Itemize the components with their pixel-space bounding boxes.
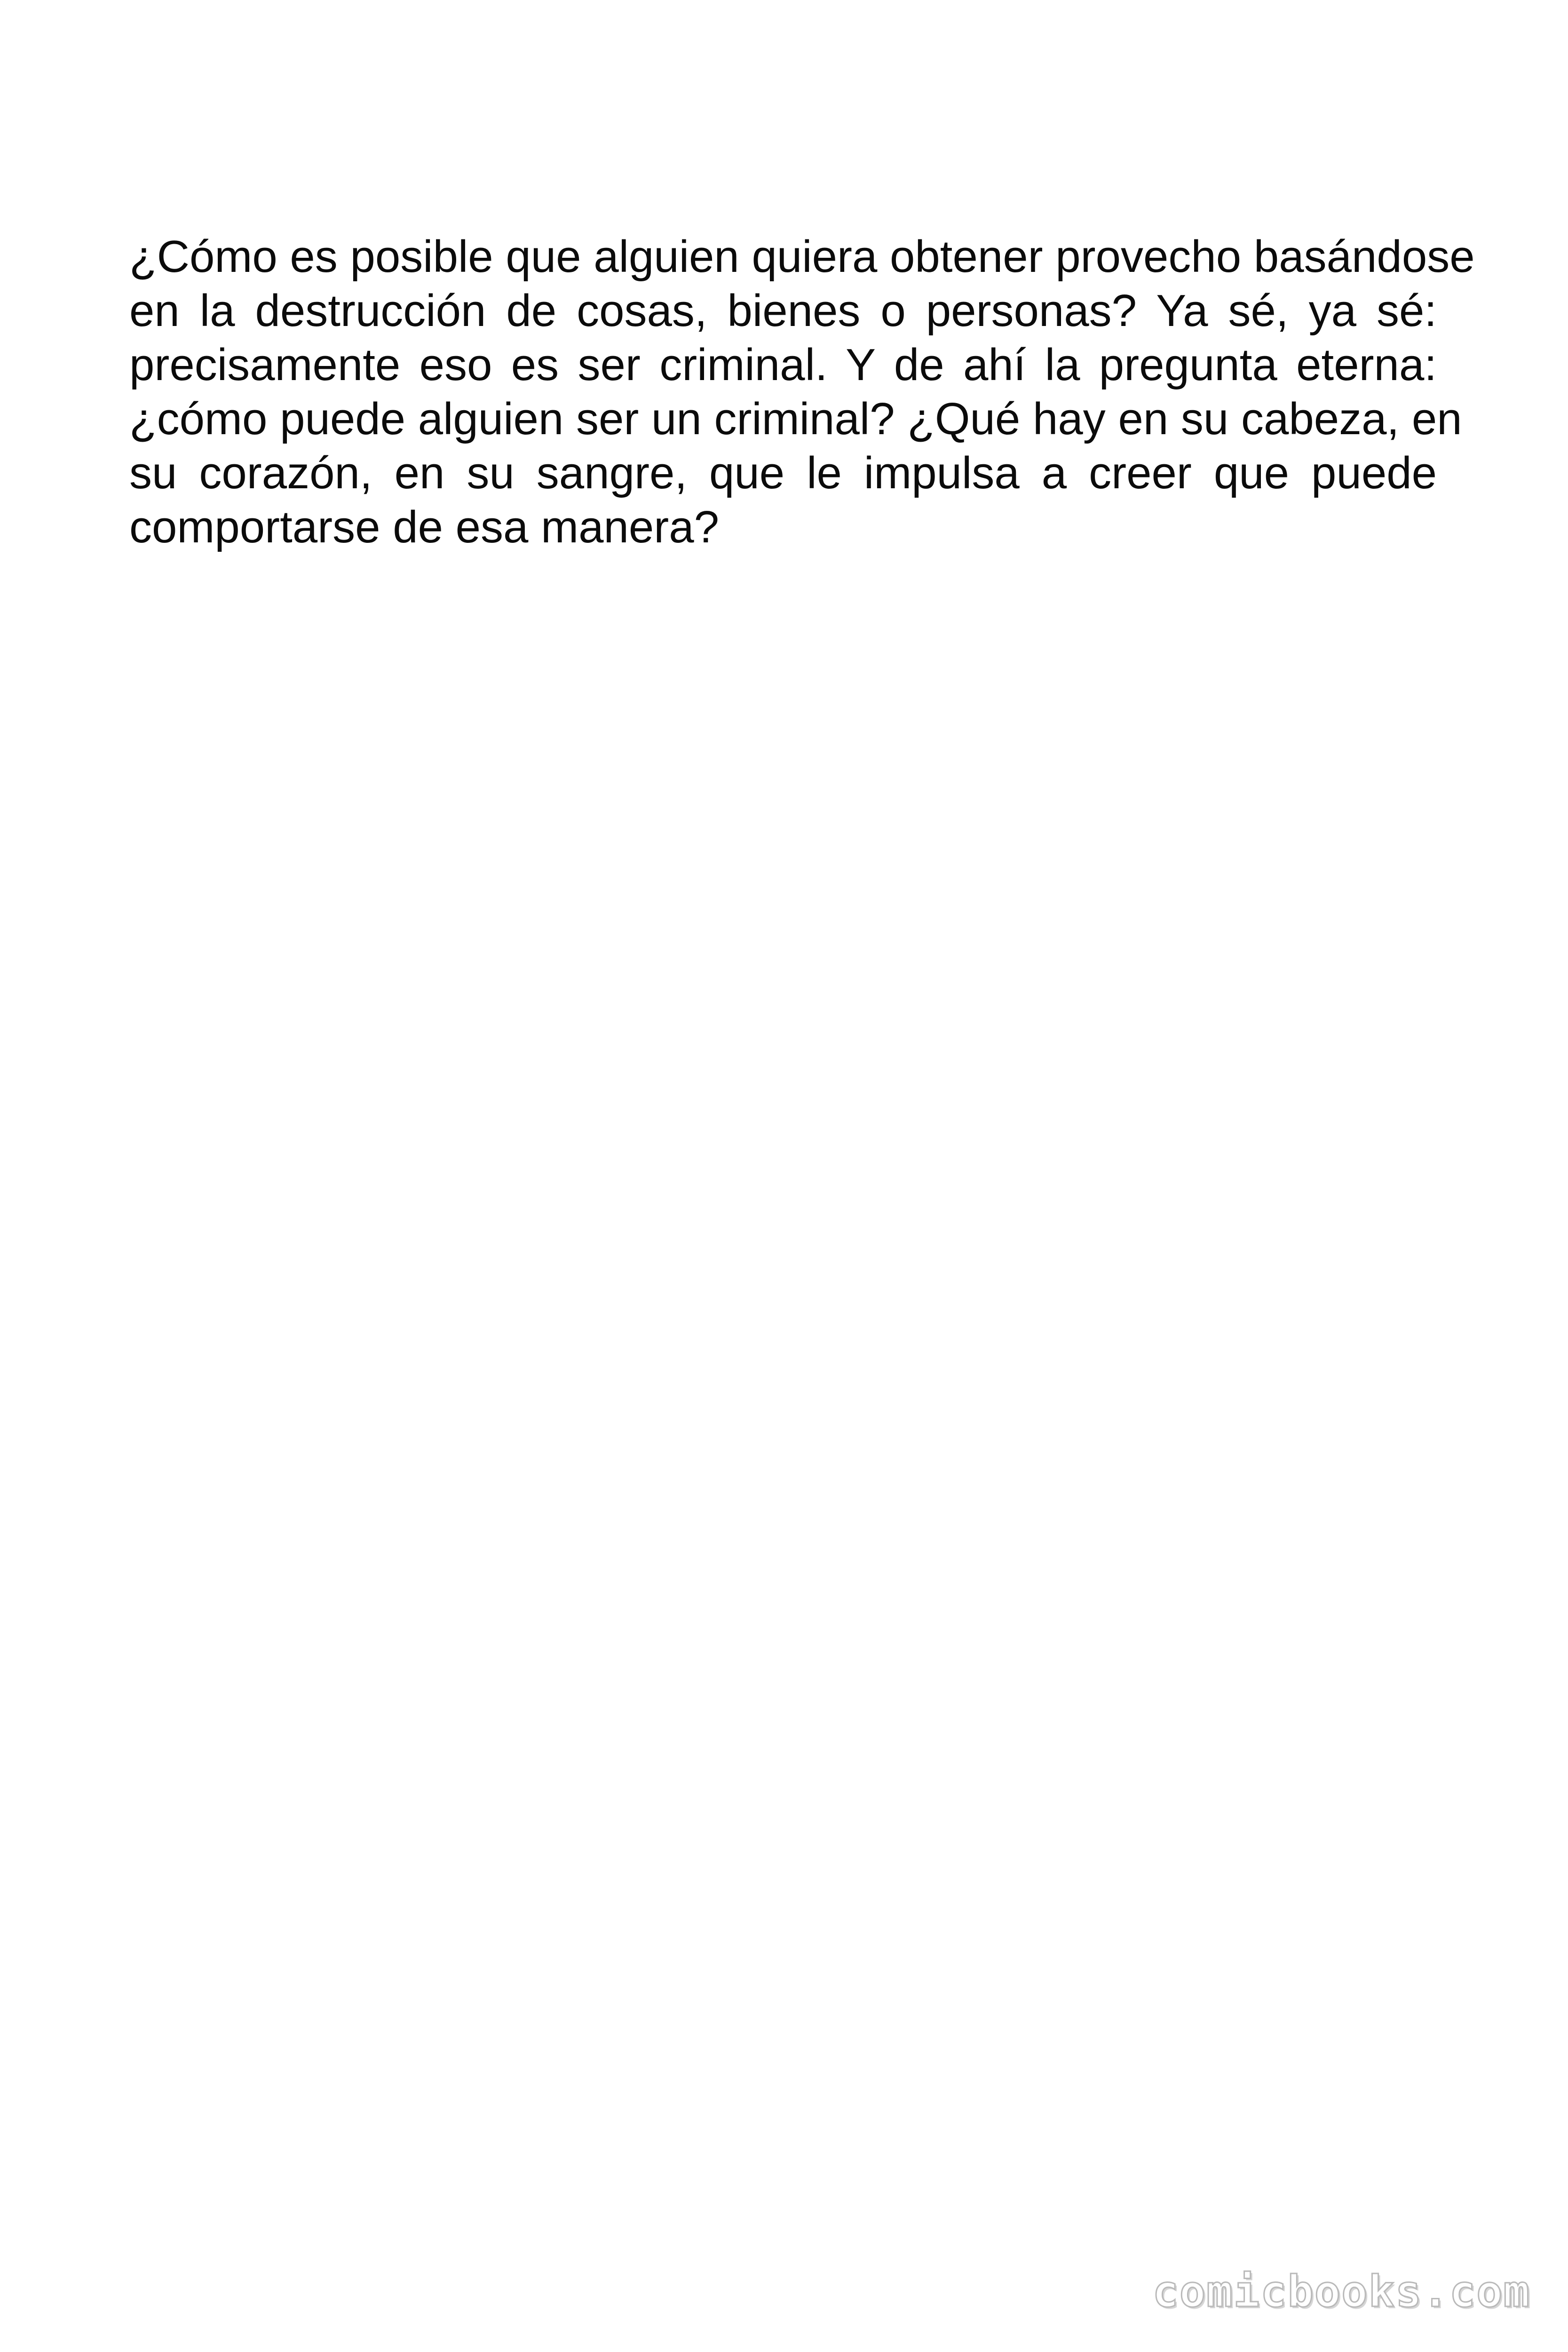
paragraph-line-4: ¿cómo puede alguien ser un criminal? ¿Qué hay en su cabeza, en [129, 394, 1462, 444]
body-paragraph [129, 230, 1475, 554]
paragraph-line-3: precisamente eso es ser criminal. Y de ahí la pregunta eterna: [129, 340, 1437, 390]
paragraph-line-2: en la destrucción de cosas, bienes o personas? Ya sé, ya sé: [129, 286, 1437, 336]
paragraph-line-5: su corazón, en su sangre, que le impulsa a creer que puede [129, 448, 1437, 498]
watermark-text: comicbooks.com [1152, 2266, 1530, 2317]
paragraph-line-6: comportarse de esa manera? [129, 502, 719, 552]
paragraph-line-1: ¿Cómo es posible que alguien quiera obtener provecho basándose [129, 231, 1475, 282]
